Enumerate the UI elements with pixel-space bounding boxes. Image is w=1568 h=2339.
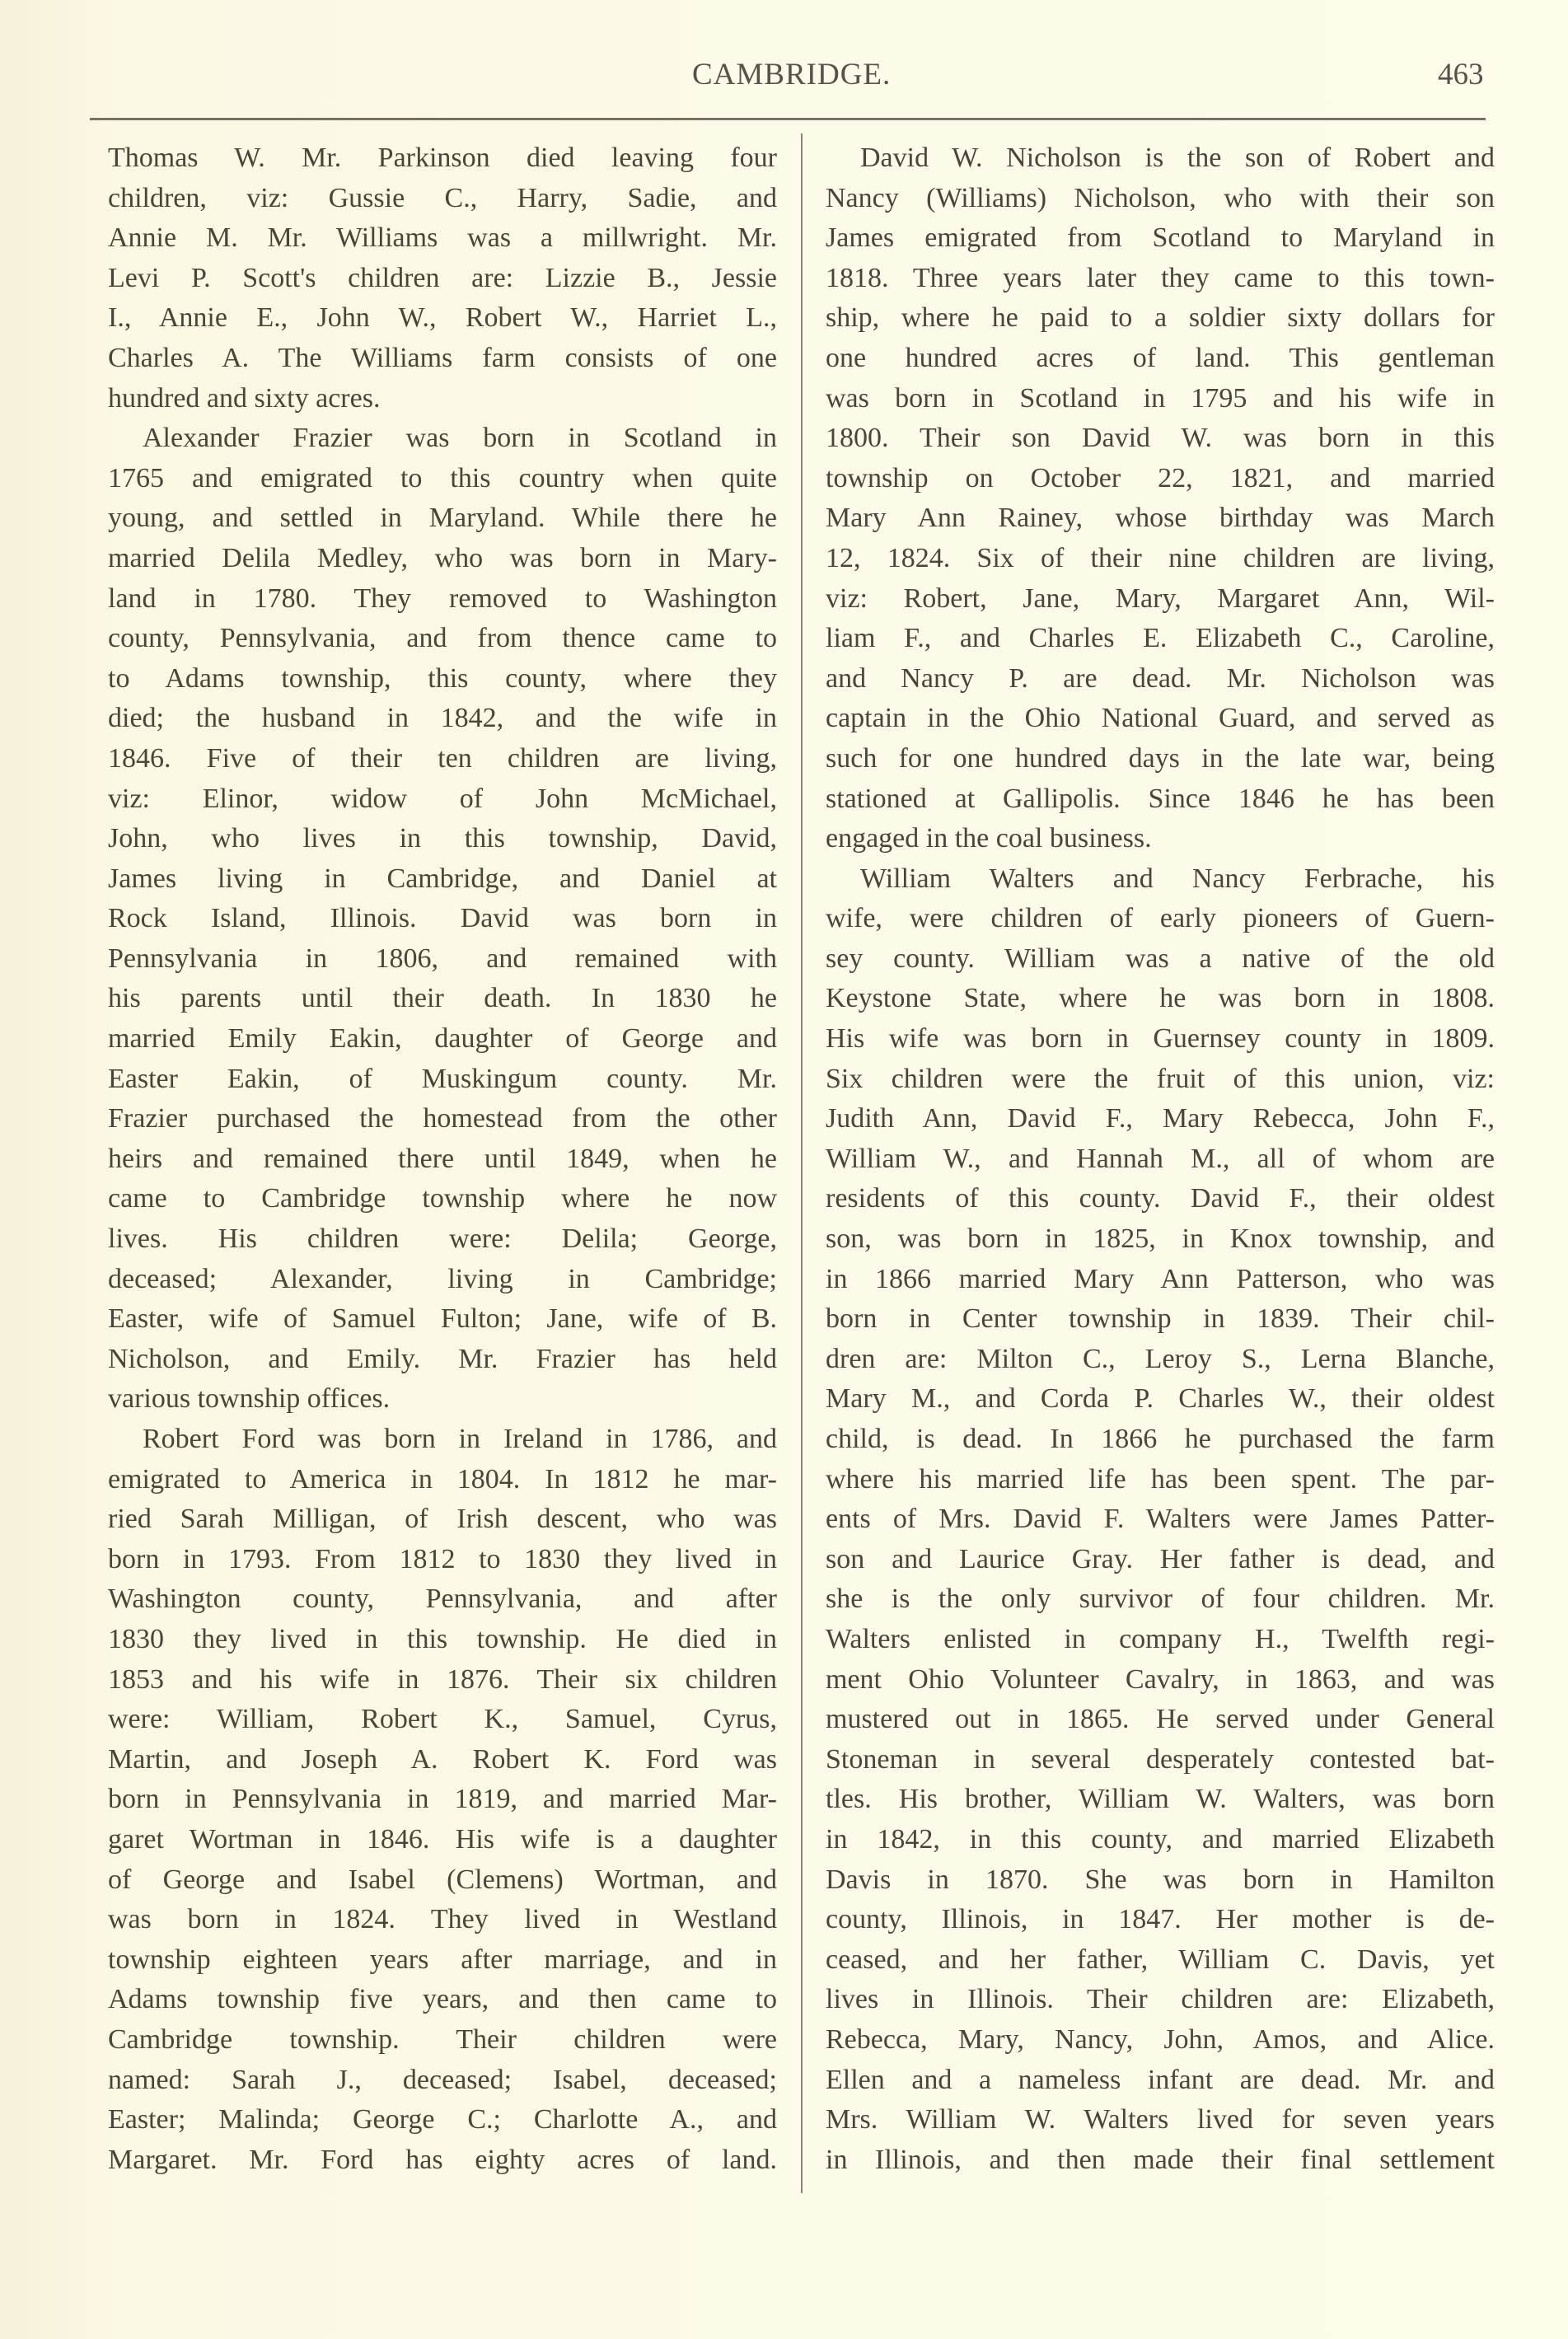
text-line-content: Washington county, Pennsylvania, and after bbox=[108, 1584, 777, 1615]
text-line-content: James emigrated from Scotland to Maryland in bbox=[826, 222, 1495, 254]
text-line bbox=[108, 2100, 777, 2140]
text-line bbox=[108, 779, 777, 820]
text-line-content: tles. His brother, William W. Walters, was born bbox=[826, 1784, 1495, 1815]
text-line bbox=[826, 218, 1495, 259]
text-line bbox=[826, 1019, 1495, 1060]
text-line-content: mustered out in 1865. He served under General bbox=[826, 1704, 1495, 1735]
text-line bbox=[108, 1460, 777, 1500]
text-line-content: she is the only survivor of four children. Mr. bbox=[826, 1584, 1495, 1615]
text-line bbox=[826, 859, 1495, 900]
text-line bbox=[826, 1460, 1495, 1500]
text-line bbox=[826, 259, 1495, 299]
text-line-content: county, Illinois, in 1847. Her mother is de- bbox=[826, 1904, 1495, 1935]
page-number: 463 bbox=[1438, 58, 1484, 91]
text-line bbox=[108, 1740, 777, 1780]
text-line bbox=[108, 298, 777, 339]
text-line-content: stationed at Gallipolis. Since 1846 he has been bbox=[826, 783, 1495, 814]
text-line-content: Walters enlisted in company H., Twelfth regi- bbox=[826, 1623, 1495, 1654]
text-line bbox=[826, 298, 1495, 339]
column-divider bbox=[801, 133, 803, 2193]
text-line-content: lives in Illinois. Their children are: Elizabeth, bbox=[826, 1984, 1495, 2015]
text-line bbox=[108, 1860, 777, 1901]
text-line-content: where his married life has been spent. The par- bbox=[826, 1463, 1495, 1495]
text-line-content: 1846. Five of their ten children are living, bbox=[108, 742, 777, 774]
text-line-content: hundred and sixty acres. bbox=[108, 382, 381, 414]
text-line bbox=[108, 1540, 777, 1580]
text-line-content: in 1842, in this county, and married Elizabeth bbox=[826, 1823, 1495, 1855]
text-line-content: married Delila Medley, who was born in Mary- bbox=[108, 542, 777, 573]
text-line bbox=[108, 218, 777, 259]
text-line bbox=[108, 579, 777, 620]
text-line bbox=[826, 1980, 1495, 2020]
text-line bbox=[826, 579, 1495, 620]
text-line bbox=[108, 1299, 777, 1340]
text-line bbox=[108, 1340, 777, 1380]
text-line bbox=[108, 659, 777, 699]
text-line bbox=[108, 1700, 777, 1740]
text-line bbox=[108, 619, 777, 659]
text-line bbox=[826, 979, 1495, 1019]
text-line bbox=[108, 259, 777, 299]
text-line-content: young, and settled in Maryland. While there he bbox=[108, 503, 777, 534]
text-line-content: Stoneman in several desperately contested bat- bbox=[826, 1743, 1495, 1775]
text-line-content: David W. Nicholson is the son of Robert and bbox=[860, 143, 1495, 173]
text-line-content: 1800. Their son David W. was born in this bbox=[826, 423, 1495, 454]
text-line bbox=[108, 1940, 777, 1981]
text-line-content: Judith Ann, David F., Mary Rebecca, John F., bbox=[826, 1103, 1495, 1134]
text-line bbox=[826, 1139, 1495, 1180]
text-line bbox=[826, 1260, 1495, 1300]
text-line-content: son, was born in 1825, in Knox township, and bbox=[826, 1223, 1495, 1255]
text-line bbox=[108, 1820, 777, 1860]
text-line bbox=[826, 899, 1495, 939]
text-line-content: John, who lives in this township, David, bbox=[108, 823, 777, 854]
text-line-content: James living in Cambridge, and Daniel at bbox=[108, 863, 777, 894]
text-line-content: county, Pennsylvania, and from thence came to bbox=[108, 623, 777, 654]
text-line bbox=[826, 659, 1495, 699]
text-line-content: born in Center township in 1839. Their chil- bbox=[826, 1303, 1495, 1335]
text-line bbox=[108, 459, 777, 499]
text-line bbox=[108, 419, 777, 459]
text-line bbox=[108, 379, 777, 419]
text-line bbox=[826, 699, 1495, 739]
text-line bbox=[826, 1540, 1495, 1580]
text-line bbox=[826, 1579, 1495, 1620]
text-line-content: one hundred acres of land. This gentleman bbox=[826, 342, 1495, 373]
text-line bbox=[826, 498, 1495, 539]
text-line-content: Ellen and a nameless infant are dead. Mr. and bbox=[826, 2064, 1495, 2095]
text-line-content: born in Pennsylvania in 1819, and married Mar- bbox=[108, 1784, 777, 1815]
text-line bbox=[826, 2061, 1495, 2101]
text-line bbox=[108, 1420, 777, 1460]
text-line bbox=[108, 939, 777, 980]
text-line-content: Rock Island, Illinois. David was born in bbox=[108, 903, 777, 934]
text-line-content: ceased, and her father, William C. Davis, yet bbox=[826, 1944, 1495, 1975]
text-line bbox=[108, 539, 777, 579]
text-line-content: 1853 and his wife in 1876. Their six children bbox=[108, 1663, 777, 1695]
text-line bbox=[826, 1780, 1495, 1820]
text-line bbox=[826, 739, 1495, 779]
text-line-content: Six children were the fruit of this union, viz: bbox=[826, 1063, 1495, 1094]
running-head bbox=[0, 54, 1568, 96]
text-line-content: 1830 they lived in this township. He died in bbox=[108, 1623, 777, 1654]
text-line-content: township on October 22, 1821, and married bbox=[826, 462, 1495, 494]
text-line-content: ship, where he paid to a soldier sixty dollars for bbox=[826, 302, 1495, 334]
text-line-content: emigrated to America in 1804. In 1812 he mar- bbox=[108, 1463, 777, 1495]
text-line-content: Keystone State, where he was born in 1808. bbox=[826, 983, 1495, 1014]
text-line-content: died; the husband in 1842, and the wife in bbox=[108, 703, 777, 734]
text-line-content: 1765 and emigrated to this country when quite bbox=[108, 462, 777, 494]
text-line bbox=[826, 419, 1495, 459]
text-line-content: to Adams township, this county, where they bbox=[108, 662, 777, 694]
text-line-content: His wife was born in Guernsey county in 1809. bbox=[826, 1023, 1495, 1055]
text-line-content: township eighteen years after marriage, and in bbox=[108, 1944, 777, 1975]
text-line bbox=[108, 1060, 777, 1100]
text-line bbox=[826, 1179, 1495, 1219]
text-line-content: born in 1793. From 1812 to 1830 they lived in bbox=[108, 1543, 777, 1574]
text-line-content: Mary M., and Corda P. Charles W., their oldest bbox=[826, 1383, 1495, 1415]
text-line-content: Annie M. Mr. Williams was a millwright. Mr. bbox=[108, 222, 777, 254]
text-line-content: viz: Elinor, widow of John McMichael, bbox=[108, 783, 777, 814]
text-line bbox=[108, 2020, 777, 2061]
text-line bbox=[108, 1260, 777, 1300]
text-line-content: William W., and Hannah M., all of whom are bbox=[826, 1143, 1495, 1174]
text-line-content: various township offices. bbox=[108, 1383, 391, 1415]
text-line-content: viz: Robert, Jane, Mary, Margaret Ann, Wil- bbox=[826, 582, 1495, 614]
text-line bbox=[826, 339, 1495, 379]
text-line bbox=[826, 2100, 1495, 2140]
text-line bbox=[108, 1620, 777, 1660]
text-line bbox=[826, 1060, 1495, 1100]
text-line bbox=[108, 138, 777, 179]
text-line-content: Adams township five years, and then came to bbox=[108, 1984, 777, 2015]
text-line bbox=[108, 819, 777, 859]
text-line-content: sey county. William was a native of the old bbox=[826, 943, 1495, 974]
text-line bbox=[108, 1660, 777, 1700]
text-line bbox=[108, 1019, 777, 1060]
text-line bbox=[826, 1820, 1495, 1860]
text-line-content: I., Annie E., John W., Robert W., Harriet L., bbox=[108, 302, 777, 334]
text-line bbox=[108, 699, 777, 739]
text-line-content: were: William, Robert K., Samuel, Cyrus, bbox=[108, 1704, 777, 1735]
text-line bbox=[826, 2140, 1495, 2181]
text-line-content: Pennsylvania in 1806, and remained with bbox=[108, 943, 777, 974]
text-line-content: was born in 1824. They lived in Westland bbox=[108, 1904, 777, 1935]
text-line-content: Frazier purchased the homestead from the other bbox=[108, 1103, 777, 1134]
text-line-content: Martin, and Joseph A. Robert K. Ford was bbox=[108, 1743, 777, 1775]
text-line-content: his parents until their death. In 1830 he bbox=[108, 983, 777, 1014]
text-line bbox=[108, 339, 777, 379]
text-line-content: came to Cambridge township where he now bbox=[108, 1183, 777, 1214]
text-line-content: child, is dead. In 1866 he purchased the farm bbox=[826, 1424, 1495, 1454]
text-line bbox=[108, 1219, 777, 1260]
text-line bbox=[826, 1420, 1495, 1460]
text-line-content: Robert Ford was born in Ireland in 1786, and bbox=[143, 1424, 777, 1454]
text-line-content: 12, 1824. Six of their nine children are living, bbox=[826, 542, 1495, 573]
text-line-content: Easter; Malinda; George C.; Charlotte A., and bbox=[108, 2104, 777, 2136]
text-line bbox=[108, 1980, 777, 2020]
text-line bbox=[826, 1379, 1495, 1420]
text-line-content: such for one hundred days in the late war, being bbox=[826, 742, 1495, 774]
text-line bbox=[826, 539, 1495, 579]
text-line-content: in Illinois, and then made their final settlement bbox=[826, 2144, 1495, 2175]
text-line bbox=[108, 2061, 777, 2101]
text-line-content: Rebecca, Mary, Nancy, John, Amos, and Alice. bbox=[826, 2023, 1495, 2055]
text-line bbox=[108, 2140, 777, 2181]
text-line bbox=[108, 179, 777, 219]
text-line bbox=[826, 939, 1495, 980]
text-line-content: Mary Ann Rainey, whose birthday was March bbox=[826, 503, 1495, 534]
text-line bbox=[826, 1099, 1495, 1139]
text-line bbox=[826, 179, 1495, 219]
text-line-content: Cambridge township. Their children were bbox=[108, 2023, 777, 2055]
text-line bbox=[108, 1499, 777, 1540]
text-line bbox=[108, 1139, 777, 1180]
text-line-content: Charles A. The Williams farm consists of one bbox=[108, 342, 777, 373]
text-line-content: captain in the Ohio National Guard, and served as bbox=[826, 703, 1495, 734]
text-line-content: Mrs. William W. Walters lived for seven years bbox=[826, 2104, 1495, 2136]
text-line bbox=[826, 459, 1495, 499]
text-line bbox=[108, 859, 777, 900]
text-line-content: Thomas W. Mr. Parkinson died leaving four bbox=[108, 143, 777, 173]
text-line bbox=[108, 1579, 777, 1620]
text-line-content: liam F., and Charles E. Elizabeth C., Caroline, bbox=[826, 623, 1495, 654]
text-line-content: land in 1780. They removed to Washington bbox=[108, 582, 777, 614]
text-line-content: dren are: Milton C., Leroy S., Lerna Blanche, bbox=[826, 1343, 1495, 1374]
text-line-content: and Nancy P. are dead. Mr. Nicholson was bbox=[826, 662, 1495, 694]
text-line bbox=[826, 1940, 1495, 1981]
text-line bbox=[108, 1179, 777, 1219]
text-line-content: ried Sarah Milligan, of Irish descent, who was bbox=[108, 1504, 777, 1535]
text-line bbox=[826, 138, 1495, 179]
text-line bbox=[826, 1700, 1495, 1740]
text-line bbox=[826, 1660, 1495, 1700]
text-line bbox=[108, 1900, 777, 1940]
left-column bbox=[108, 138, 777, 2180]
text-line-content: named: Sarah J., deceased; Isabel, deceased; bbox=[108, 2064, 777, 2095]
text-line-content: of George and Isabel (Clemens) Wortman, and bbox=[108, 1864, 777, 1895]
header-rule bbox=[90, 118, 1486, 120]
text-line bbox=[826, 1860, 1495, 1901]
text-line-content: children, viz: Gussie C., Harry, Sadie, and bbox=[108, 182, 777, 213]
text-line-content: residents of this county. David F., their oldest bbox=[826, 1183, 1495, 1214]
text-line-content: William Walters and Nancy Ferbrache, his bbox=[860, 863, 1495, 894]
text-line-content: engaged in the coal business. bbox=[826, 823, 1152, 854]
text-line-content: heirs and remained there until 1849, when he bbox=[108, 1143, 777, 1174]
text-line-content: lives. His children were: Delila; George, bbox=[108, 1223, 777, 1255]
text-line bbox=[108, 739, 777, 779]
text-line bbox=[108, 1379, 777, 1420]
text-line bbox=[826, 1620, 1495, 1660]
text-line-content: Alexander Frazier was born in Scotland in bbox=[143, 423, 777, 454]
text-line-content: Levi P. Scott's children are: Lizzie B., Jessie bbox=[108, 262, 777, 293]
text-line bbox=[826, 779, 1495, 820]
text-line bbox=[826, 1900, 1495, 1940]
text-line-content: Davis in 1870. She was born in Hamilton bbox=[826, 1864, 1495, 1895]
text-line bbox=[826, 1740, 1495, 1780]
text-line-content: deceased; Alexander, living in Cambridge; bbox=[108, 1263, 777, 1294]
text-line-content: in 1866 married Mary Ann Patterson, who was bbox=[826, 1263, 1495, 1294]
right-column bbox=[826, 138, 1495, 2180]
text-line-content: Easter Eakin, of Muskingum county. Mr. bbox=[108, 1063, 777, 1094]
text-line-content: wife, were children of early pioneers of Guern- bbox=[826, 903, 1495, 934]
running-title: CAMBRIDGE. bbox=[692, 58, 892, 91]
text-line bbox=[826, 1340, 1495, 1380]
text-line-content: Easter, wife of Samuel Fulton; Jane, wife of B. bbox=[108, 1303, 777, 1335]
text-line bbox=[826, 2020, 1495, 2061]
text-line bbox=[108, 1780, 777, 1820]
text-line-content: Margaret. Mr. Ford has eighty acres of land. bbox=[108, 2144, 777, 2175]
text-line-content: ment Ohio Volunteer Cavalry, in 1863, and was bbox=[826, 1663, 1495, 1695]
text-line bbox=[108, 1099, 777, 1139]
text-line bbox=[826, 619, 1495, 659]
text-line bbox=[826, 379, 1495, 419]
text-line-content: married Emily Eakin, daughter of George and bbox=[108, 1023, 777, 1055]
text-line-content: ents of Mrs. David F. Walters were James Patter- bbox=[826, 1504, 1495, 1535]
text-line-content: was born in Scotland in 1795 and his wife in bbox=[826, 382, 1495, 414]
text-line-content: 1818. Three years later they came to this town- bbox=[826, 262, 1495, 293]
text-line bbox=[826, 1219, 1495, 1260]
text-line-content: son and Laurice Gray. Her father is dead, and bbox=[826, 1543, 1495, 1574]
text-line-content: Nicholson, and Emily. Mr. Frazier has held bbox=[108, 1343, 777, 1374]
text-line bbox=[826, 819, 1495, 859]
text-line bbox=[108, 979, 777, 1019]
text-line bbox=[108, 899, 777, 939]
text-line bbox=[826, 1299, 1495, 1340]
text-line bbox=[108, 498, 777, 539]
text-line-content: Nancy (Williams) Nicholson, who with their son bbox=[826, 182, 1495, 213]
text-line bbox=[826, 1499, 1495, 1540]
text-line-content: garet Wortman in 1846. His wife is a daughter bbox=[108, 1823, 777, 1855]
